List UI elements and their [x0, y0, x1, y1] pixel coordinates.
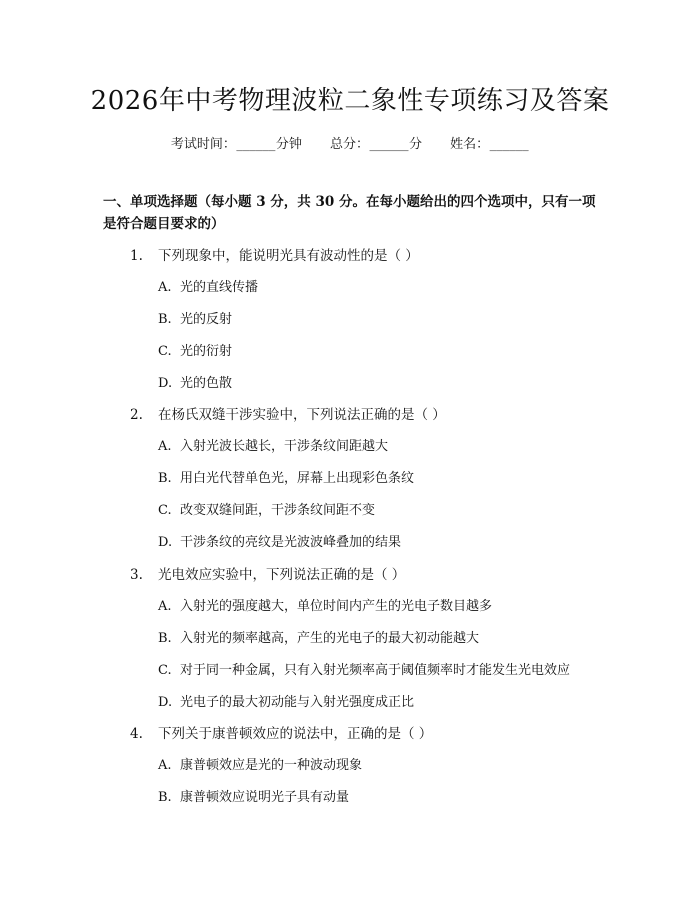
option-1a — [158, 276, 258, 295]
student-name-blank: ______ — [489, 137, 529, 152]
option-text: 光电子的最大初动能与入射光强度成正比 — [180, 695, 415, 710]
question-number: 2. — [130, 407, 143, 423]
option-letter: B. — [158, 312, 172, 327]
option-letter: D. — [158, 376, 173, 391]
total-score-label: 总分： — [329, 137, 369, 152]
exam-time-unit: 分钟 — [275, 137, 302, 152]
option-text: 光的反射 — [180, 312, 233, 327]
option-letter: B. — [158, 790, 172, 805]
option-letter: B. — [158, 631, 172, 646]
question-3 — [130, 563, 405, 583]
question-number: 3. — [130, 567, 143, 583]
student-name-label: 姓名： — [450, 137, 490, 152]
option-1d — [158, 372, 232, 391]
option-4a — [158, 754, 362, 773]
exam-time — [171, 137, 302, 152]
option-2d — [158, 531, 401, 550]
question-text: 光电效应实验中，下列说法正确的是（ ） — [158, 567, 406, 583]
option-text: 入射光的强度越大，单位时间内产生的光电子数目越多 — [180, 599, 493, 614]
question-number: 4. — [130, 726, 143, 742]
option-letter: B. — [158, 471, 172, 486]
page-title: 2026年中考物理波粒二象性专项练习及答案 — [90, 86, 610, 116]
option-letter: A. — [158, 758, 172, 773]
total-score — [330, 137, 422, 152]
option-text: 光的衍射 — [180, 344, 233, 359]
option-letter: C. — [158, 344, 172, 359]
option-3a — [158, 595, 492, 614]
option-letter: C. — [158, 663, 172, 678]
option-2b — [158, 467, 414, 486]
question-4 — [130, 722, 432, 742]
exam-meta — [0, 133, 700, 152]
section-heading: 一、单项选择题（每小题 3 分，共 30 分。在每小题给出的四个选项中，只有一项是符合题目要求的） — [103, 194, 596, 232]
option-letter: A. — [158, 439, 172, 454]
option-2c — [158, 499, 375, 518]
question-text: 下列现象中，能说明光具有波动性的是（ ） — [158, 248, 419, 264]
option-3b — [158, 627, 479, 646]
question-text: 在杨氏双缝干涉实验中，下列说法正确的是（ ） — [158, 407, 446, 423]
option-text: 干涉条纹的亮纹是光波波峰叠加的结果 — [180, 535, 402, 550]
option-3c — [158, 659, 570, 678]
option-4b — [158, 786, 349, 805]
option-letter: C. — [158, 503, 172, 518]
option-letter: D. — [158, 535, 173, 550]
option-text: 光的色散 — [180, 376, 233, 391]
option-letter: A. — [158, 280, 172, 295]
option-text: 入射光波长越长，干涉条纹间距越大 — [180, 439, 389, 454]
option-letter: D. — [158, 695, 173, 710]
option-text: 康普顿效应说明光子具有动量 — [180, 790, 350, 805]
option-1c — [158, 340, 232, 359]
student-name — [450, 137, 529, 152]
option-text: 康普顿效应是光的一种波动现象 — [180, 758, 363, 773]
option-letter: A. — [158, 599, 172, 614]
question-text: 下列关于康普顿效应的说法中，正确的是（ ） — [158, 726, 433, 742]
option-text: 用白光代替单色光，屏幕上出现彩色条纹 — [180, 471, 415, 486]
option-text: 对于同一种金属，只有入射光频率高于阈值频率时才能发生光电效应 — [180, 663, 571, 678]
question-2 — [130, 403, 446, 423]
option-text: 改变双缝间距，干涉条纹间距不变 — [180, 503, 376, 518]
option-1b — [158, 308, 232, 327]
option-text: 入射光的频率越高，产生的光电子的最大初动能越大 — [180, 631, 480, 646]
exam-time-blank: ______ — [236, 137, 276, 152]
option-3d — [158, 691, 414, 710]
question-number: 1. — [130, 248, 143, 264]
question-1 — [130, 244, 419, 264]
option-2a — [158, 435, 388, 454]
exam-time-label: 考试时间： — [170, 137, 236, 152]
total-score-blank: ______ — [369, 137, 409, 152]
total-score-unit: 分 — [409, 137, 423, 152]
option-text: 光的直线传播 — [180, 280, 259, 295]
